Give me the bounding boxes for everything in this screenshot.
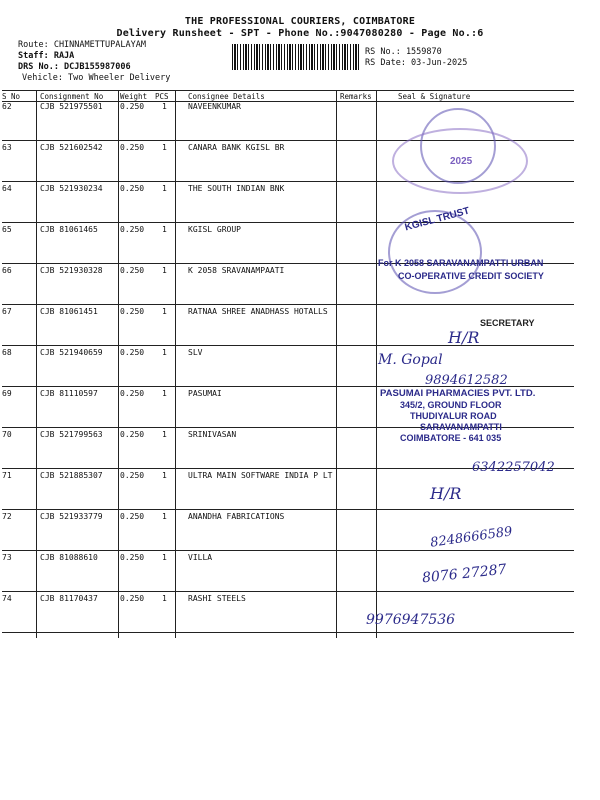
row-pcs: 1 [162, 225, 167, 234]
row-weight: 0.250 [120, 102, 145, 111]
row-sno: 65 [2, 225, 12, 234]
secretary-stamp: SECRETARY [480, 318, 535, 328]
handwritten-phone-2: 6342257042 [472, 460, 555, 475]
row-sno: 62 [2, 102, 12, 111]
row-consignee: CANARA BANK KGISL BR [188, 143, 285, 152]
handwritten-hr-1: H/R [448, 328, 480, 347]
row-consignee: K 2058 SRAVANAMPAATI [188, 266, 285, 275]
row-consignment: CJB 81061465 [40, 225, 98, 234]
row-pcs: 1 [162, 594, 167, 603]
row-weight: 0.250 [120, 471, 145, 480]
row-sno: 64 [2, 184, 12, 193]
row-weight: 0.250 [120, 266, 145, 275]
row-consignment: CJB 521799563 [40, 430, 103, 439]
handwritten-phone-3: 8248666589 [429, 524, 514, 551]
pasumai-stamp-line2: 345/2, GROUND FLOOR [400, 400, 502, 410]
rs-date: RS Date: 03-Jun-2025 [365, 58, 468, 68]
row-pcs: 1 [162, 471, 167, 480]
pasumai-stamp-line5: COIMBATORE - 641 035 [400, 433, 502, 443]
handwritten-name: M. Gopal [378, 352, 443, 368]
row-consignment: CJB 521975501 [40, 102, 103, 111]
company-title: THE PROFESSIONAL COURIERS, COIMBATORE [184, 16, 416, 27]
row-sno: 74 [2, 594, 12, 603]
divider-consignment [118, 90, 119, 638]
row-consignment: CJB 521602542 [40, 143, 103, 152]
row-sno: 67 [2, 307, 12, 316]
row-consignee: KGISL GROUP [188, 225, 241, 234]
row-weight: 0.250 [120, 553, 145, 562]
pasumai-stamp-line4: SARAVANAMPATTI [420, 422, 502, 432]
row-weight: 0.250 [120, 594, 145, 603]
divider-consignee [336, 90, 337, 638]
row-consignment: CJB 81110597 [40, 389, 98, 398]
society-stamp-line1: For K 2058 SARAVANAMPATTI URBAN [378, 258, 544, 268]
row-consignee: ANANDHA FABRICATIONS [188, 512, 285, 521]
row-sno: 73 [2, 553, 12, 562]
row-consignee: VILLA [188, 553, 213, 562]
row-consignee: PASUMAI [188, 389, 222, 398]
barcode [232, 44, 360, 70]
row-consignee: RASHI STEELS [188, 594, 246, 603]
header-consignee: Consignee Details [188, 92, 265, 101]
pasumai-stamp-line1: PASUMAI PHARMACIES PVT. LTD. [380, 388, 536, 399]
header-seal: Seal & Signature [398, 92, 471, 101]
drs-label: DRS No.: DCJB155987006 [18, 62, 131, 72]
row-consignee: SLV [188, 348, 203, 357]
row-pcs: 1 [162, 143, 167, 152]
row-sno: 71 [2, 471, 12, 480]
row-pcs: 1 [162, 348, 167, 357]
rs-number: RS No.: 1559870 [365, 47, 442, 57]
pasumai-stamp-line3: THUDIYALUR ROAD [410, 411, 497, 421]
vehicle-label: Vehicle: Two Wheeler Delivery [22, 73, 171, 83]
row-pcs: 1 [162, 430, 167, 439]
row-weight: 0.250 [120, 512, 145, 521]
row-sno: 70 [2, 430, 12, 439]
row-consignment: CJB 81061451 [40, 307, 98, 316]
row-consignment: CJB 521930328 [40, 266, 103, 275]
row-sno: 72 [2, 512, 12, 521]
row-pcs: 1 [162, 266, 167, 275]
row-consignment: CJB 521933779 [40, 512, 103, 521]
row-pcs: 1 [162, 389, 167, 398]
row-sno: 68 [2, 348, 12, 357]
row-sno: 69 [2, 389, 12, 398]
table-row [2, 592, 574, 633]
row-consignment: CJB 81170437 [40, 594, 98, 603]
row-weight: 0.250 [120, 389, 145, 398]
handwritten-phone-4: 8076 27287 [421, 561, 508, 587]
route-label: Route: CHINNAMETTUPALAYAM [18, 40, 146, 50]
row-consignment: CJB 521940659 [40, 348, 103, 357]
row-weight: 0.250 [120, 430, 145, 439]
runsheet-subtitle: Delivery Runsheet - SPT - Phone No.:9047080280 - Page No.:6 [116, 28, 484, 39]
row-pcs: 1 [162, 307, 167, 316]
row-pcs: 1 [162, 184, 167, 193]
row-sno: 63 [2, 143, 12, 152]
row-pcs: 1 [162, 102, 167, 111]
header-consignment: Consignment No [40, 92, 104, 101]
divider-sno [36, 90, 37, 638]
society-stamp-line2: CO-OPERATIVE CREDIT SOCIETY [398, 271, 544, 281]
row-weight: 0.250 [120, 225, 145, 234]
header-sno: S No [2, 92, 21, 101]
row-consignee: SRINIVASAN [188, 430, 237, 439]
stamp-date: 2025 [450, 156, 473, 167]
row-weight: 0.250 [120, 143, 145, 152]
header-remarks: Remarks [340, 92, 372, 101]
row-pcs: 1 [162, 512, 167, 521]
row-weight: 0.250 [120, 307, 145, 316]
trust-stamp-text: KGISL TRUST [403, 205, 471, 234]
divider-weight [175, 90, 176, 638]
row-weight: 0.250 [120, 348, 145, 357]
row-consignment: CJB 521930234 [40, 184, 103, 193]
row-pcs: 1 [162, 553, 167, 562]
row-consignment: CJB 81088610 [40, 553, 98, 562]
table-row [2, 469, 574, 510]
row-consignee: RATNAA SHREE ANADHASS HOTALLS [188, 307, 328, 316]
row-consignee: NAVEENKUMAR [188, 102, 241, 111]
row-consignee: THE SOUTH INDIAN BNK [188, 184, 285, 193]
handwritten-hr-2: H/R [430, 484, 462, 503]
divider-remarks [376, 90, 377, 638]
row-sno: 66 [2, 266, 12, 275]
handwritten-phone-5: 9976947536 [366, 612, 456, 628]
row-weight: 0.250 [120, 184, 145, 193]
row-consignment: CJB 521885307 [40, 471, 103, 480]
header-pcs: PCS [155, 92, 169, 101]
row-consignee: ULTRA MAIN SOFTWARE INDIA P LT [188, 471, 333, 480]
staff-label: Staff: RAJA [18, 51, 75, 61]
handwritten-phone-1: 9894612582 [425, 373, 508, 388]
header-weight: Weight [120, 92, 148, 101]
